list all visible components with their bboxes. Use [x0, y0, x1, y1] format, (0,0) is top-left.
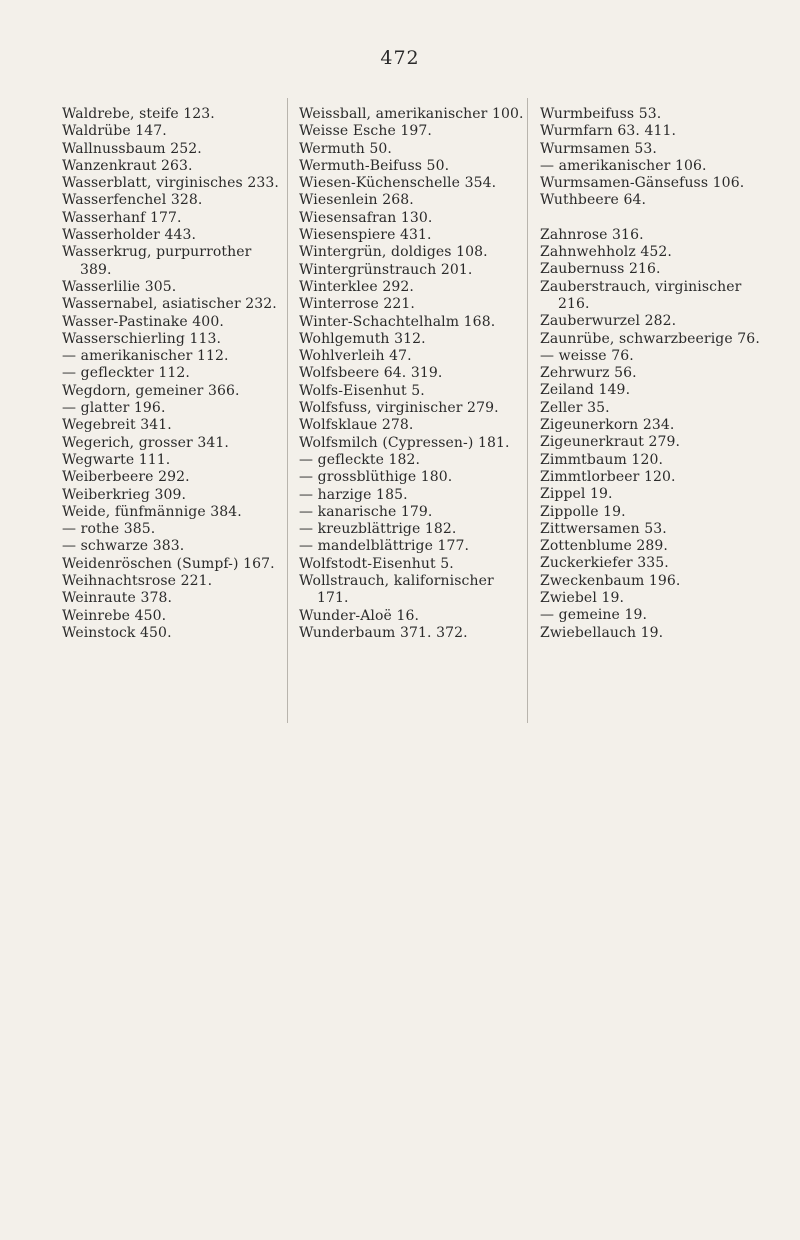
index-entry: 171. — [317, 590, 349, 607]
index-entry: — amerikanischer 106. — [540, 157, 707, 174]
index-entry: Wasserfenchel 328. — [62, 192, 203, 209]
index-entry: Zittwersamen 53. — [540, 520, 667, 537]
index-column-3 — [540, 106, 770, 642]
index-entry: Wolfsmilch (Cypressen-) 181. — [299, 434, 510, 451]
index-entry: Wiesenspiere 431. — [299, 227, 432, 244]
index-entry: Wegdorn, gemeiner 366. — [62, 382, 240, 399]
index-entry: Wermuth 50. — [299, 140, 392, 157]
index-entry: Wiesensafran 130. — [299, 209, 433, 226]
index-entry: Wassernabel, asiatischer 232. — [62, 296, 277, 313]
index-entry: Weissball, amerikanischer 100. — [299, 106, 524, 122]
index-entry: Wunder-Aloë 16. — [299, 607, 420, 624]
index-entry: Wintergrünstrauch 201. — [299, 261, 473, 278]
index-entry: Wegwarte 111. — [62, 451, 171, 468]
index-entry: Wohlverleih 47. — [299, 348, 412, 365]
index-entry: Wasser-Pastinake 400. — [62, 313, 224, 330]
index-entry: Wallnussbaum 252. — [62, 140, 202, 157]
index-entry: Wurmsamen 53. — [540, 140, 657, 157]
index-entry: Zippolle 19. — [540, 503, 626, 520]
index-entry: — grossblüthige 180. — [299, 469, 453, 486]
index-entry: — gefleckter 112. — [62, 365, 190, 382]
index-entry: Weidenröschen (Sumpf-) 167. — [62, 555, 275, 572]
index-column-2 — [299, 106, 524, 642]
index-entry: Wermuth-Beifuss 50. — [299, 157, 450, 174]
index-entry: Wegerich, grosser 341. — [62, 434, 229, 451]
index-entry: Winterrose 221. — [299, 296, 415, 313]
index-entry: Zigeunerkraut 279. — [540, 434, 681, 451]
index-entry: Wasserholder 443. — [62, 227, 197, 244]
index-entry: Zeiland 149. — [540, 382, 631, 399]
index-entry: 389. — [80, 261, 112, 278]
index-entry: Zauberwurzel 282. — [540, 313, 677, 330]
index-entry: Wegebreit 341. — [62, 417, 172, 434]
index-entry: Weisse Esche 197. — [299, 123, 432, 140]
index-entry: — glatter 196. — [62, 400, 166, 417]
index-entry: Zimmtlorbeer 120. — [540, 468, 676, 485]
index-entry: — mandelblättrige 177. — [299, 538, 470, 555]
index-entry: Weinraute 378. — [62, 590, 173, 607]
index-entry: Wuthbeere 64. — [540, 192, 647, 209]
column-divider — [287, 98, 288, 723]
index-entry: — kanarische 179. — [299, 503, 433, 520]
index-entry: Wasserschierling 113. — [62, 330, 222, 347]
index-entry: Weinrebe 450. — [62, 607, 167, 624]
index-entry: Zweckenbaum 196. — [540, 572, 681, 589]
index-entry: Wintergrün, doldiges 108. — [299, 244, 488, 261]
index-entry: Zehrwurz 56. — [540, 365, 637, 382]
index-entry: Wiesen-Küchenschelle 354. — [299, 175, 497, 192]
index-entry: Wollstrauch, kalifornischer — [299, 573, 494, 590]
index-entry: Wasserhanf 177. — [62, 209, 182, 226]
index-entry: Weiberkrieg 309. — [62, 486, 187, 503]
index-entry: Weide, fünfmännige 384. — [62, 503, 242, 520]
index-entry: Winter-Schachtelhalm 168. — [299, 313, 496, 330]
index-entry: Waldrebe, steife 123. — [62, 106, 215, 122]
column-divider — [527, 98, 528, 723]
index-entry: Wiesenlein 268. — [299, 192, 414, 209]
index-entry: Wurmfarn 63. 411. — [540, 123, 677, 140]
index-entry: Wohlgemuth 312. — [299, 330, 426, 347]
index-entry: Zwiebel 19. — [540, 590, 625, 607]
index-entry: Wurmsamen-Gänsefuss 106. — [540, 175, 745, 192]
index-entry: Zahnrose 316. — [540, 226, 644, 243]
index-entry: Zaubernuss 216. — [540, 261, 661, 278]
index-entry: Wolfsfuss, virginischer 279. — [299, 400, 499, 417]
index-entry: — weisse 76. — [540, 347, 634, 364]
index-entry: Wasserblatt, virginisches 233. — [62, 175, 279, 192]
index-entry: Wurmbeifuss 53. — [540, 106, 662, 122]
index-entry: Wanzenkraut 263. — [62, 157, 193, 174]
index-entry: Zottenblume 289. — [540, 538, 668, 555]
index-entry: Zigeunerkorn 234. — [540, 417, 675, 434]
index-entry: Wolfsbeere 64. 319. — [299, 365, 443, 382]
index-entry: Zippel 19. — [540, 486, 613, 503]
index-entry: Wolfsklaue 278. — [299, 417, 414, 434]
index-entry: Wunderbaum 371. 372. — [299, 624, 468, 641]
index-entry: Wolfstodt-Eisenhut 5. — [299, 555, 454, 572]
index-entry: Zauberstrauch, virginischer — [540, 278, 742, 295]
index-entry: Zimmtbaum 120. — [540, 451, 664, 468]
index-entry: — rothe 385. — [62, 521, 156, 538]
index-entry: Zeller 35. — [540, 399, 610, 416]
index-entry: Wasserkrug, purpurrother — [62, 244, 252, 261]
index-entry: Zuckerkiefer 335. — [540, 555, 669, 572]
index-column-1 — [62, 106, 277, 642]
index-entry: — amerikanischer 112. — [62, 348, 229, 365]
index-entry: — harzige 185. — [299, 486, 408, 503]
index-entry: Zahnwehholz 452. — [540, 244, 672, 261]
index-entry: Weihnachtsrose 221. — [62, 573, 213, 590]
index-entry: — gefleckte 182. — [299, 451, 421, 468]
page-number: 472 — [380, 47, 420, 69]
index-entry: — kreuzblättrige 182. — [299, 521, 457, 538]
index-entry: Winterklee 292. — [299, 278, 414, 295]
index-entry: — schwarze 383. — [62, 538, 185, 555]
index-entry: 216. — [558, 295, 590, 312]
index-entry: Weinstock 450. — [62, 624, 172, 641]
index-entry: Waldrübe 147. — [62, 123, 167, 140]
index-entry: — gemeine 19. — [540, 607, 648, 624]
index-entry: Wasserlilie 305. — [62, 278, 177, 295]
index-entry: Weiberbeere 292. — [62, 469, 190, 486]
index-entry: Zaunrübe, schwarzbeerige 76. — [540, 330, 760, 347]
index-entry: Zwiebellauch 19. — [540, 624, 664, 641]
index-entry: Wolfs-Eisenhut 5. — [299, 382, 425, 399]
